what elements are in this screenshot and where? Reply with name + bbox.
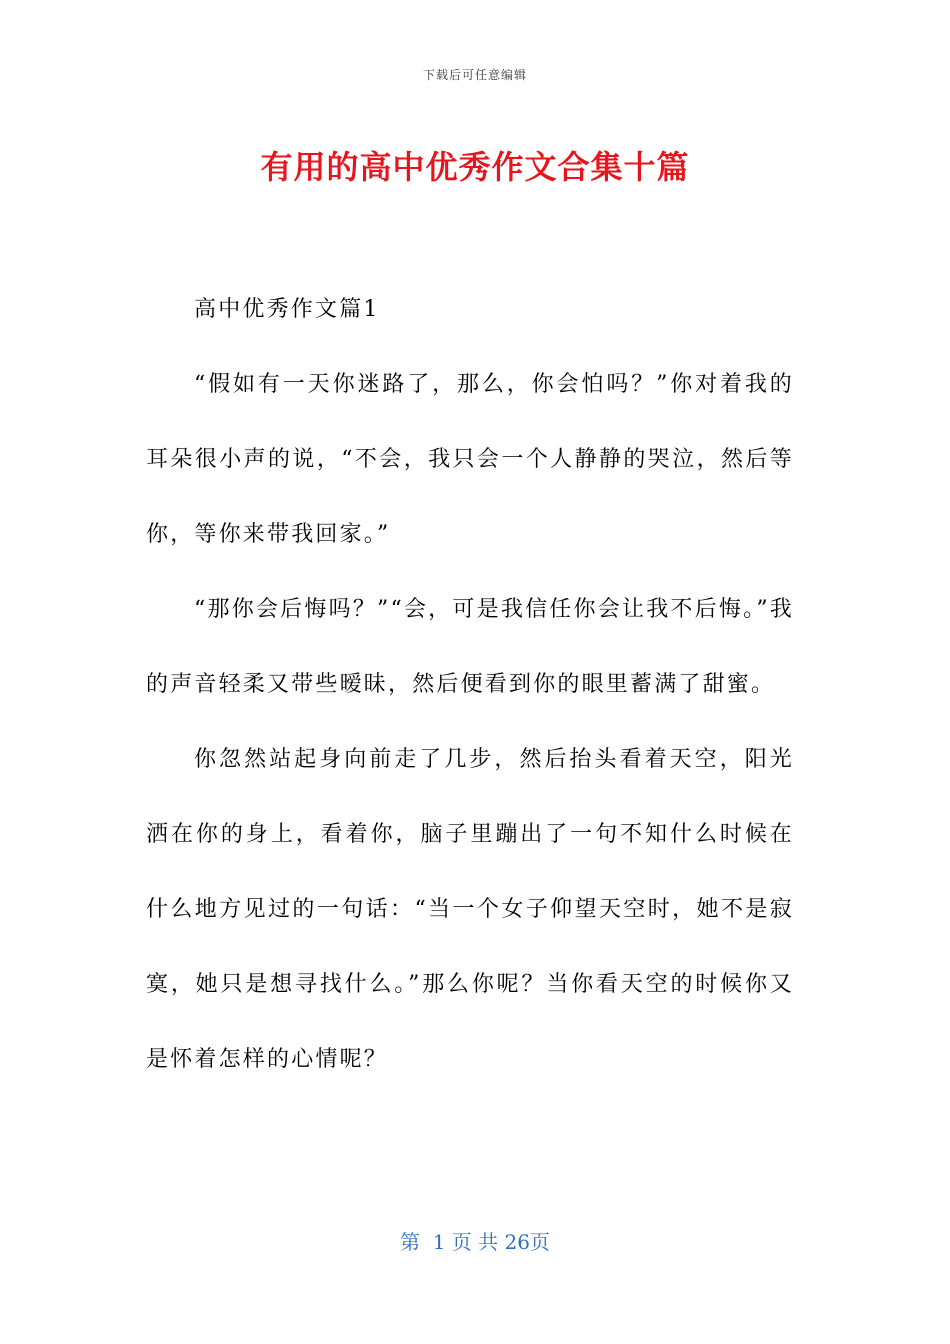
paragraph: “假如有一天你迷路了，那么，你会怕吗？”你对着我的耳朵很小声的说，“不会，我只会一个人静静的哭泣，然后等你，等你来带我回家。”: [146, 372, 794, 547]
header-note: 下载后可任意编辑: [422, 68, 527, 82]
document-body: [146, 272, 794, 1097]
paragraph: 你忽然站起身向前走了几步，然后抬头看着天空，阳光洒在你的身上，看着你，脑子里蹦出了一句不知什么时候在什么地方见过的一句话：“当一个女子仰望天空时，她不是寂寞，她只是想寻找什么。”那么你呢？当你看天空的时候你又是怀着怎样的心情呢？: [146, 747, 794, 1072]
page-number-footer: 第 1 页 共 26页: [400, 1230, 550, 1254]
section-heading: 高中优秀作文篇1: [194, 297, 380, 322]
document-title: 有用的高中优秀作文合集十篇: [260, 148, 690, 186]
paragraph: “那你会后悔吗？”“会，可是我信任你会让我不后悔。”我的声音轻柔又带些暧昧，然后便看到你的眼里蓄满了甜蜜。: [146, 597, 794, 697]
